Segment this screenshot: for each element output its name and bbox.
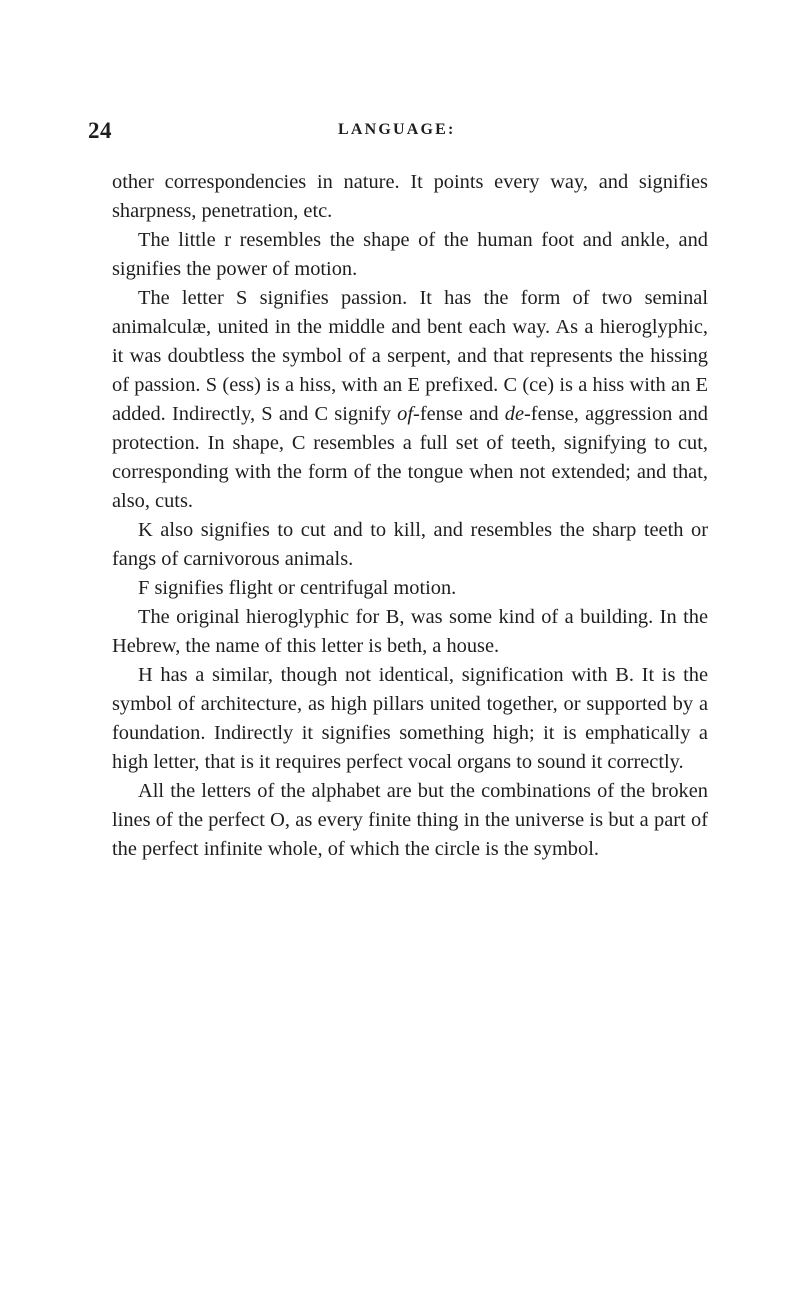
paragraph-letter-s-part1: The letter S signifies passion. It has the form of two seminal animalculæ, united in the middle and bent each way. As a hieroglyphic, it was doubtless the symbol of a serpent, and that represents the hissing of passion. S (ess) is a hiss, with an E prefixed. C (ce) is a hiss with an E added. Indirectly, S and C signify [112,287,708,425]
paragraph-continuation: other correspondencies in nature. It points every way, and signifies sharpness, penetration, etc. [112,171,708,222]
paragraph-letter-s-part2: -fense and [413,403,505,425]
paragraph-letter-b: The original hieroglyphic for B, was some kind of a building. In the Hebrew, the name of this letter is beth, a house. [112,606,708,657]
body-text [112,168,708,864]
paragraph-letter-h: H has a similar, though not identical, signification with B. It is the symbol of architecture, as high pillars united together, or supported by a foundation. Indirectly it signifies something high; it is emphatically a high letter, that is it requires perfect vocal organs to sound it correctly. [112,664,708,773]
paragraph-letter-f: F signifies flight or centrifugal motion. [138,577,457,599]
paragraph-letter-s [112,284,708,516]
running-head [88,118,708,154]
paragraph-letter-r: The little r resembles the shape of the human foot and ankle, and signifies the power of motion. [112,229,708,280]
paragraph-alphabet: All the letters of the alphabet are but the combinations of the broken lines of the perfect O, as every finite thing in the universe is but a part of the perfect infinite whole, of which the circle is the symbol. [112,780,708,860]
running-title: LANGUAGE: [338,121,456,138]
page-number: 24 [88,118,112,143]
paragraph-letter-s-part3: -fense, aggression and protection. In shape, C resembles a full set of teeth, signifying to cut, corresponding with the form of the tongue when not extended; and that, also, cuts. [112,403,708,512]
italic-de: de [504,403,524,425]
paragraph-letter-k: K also signifies to cut and to kill, and resembles the sharp teeth or fangs of carnivorous animals. [112,519,708,570]
italic-of: of [397,403,414,425]
